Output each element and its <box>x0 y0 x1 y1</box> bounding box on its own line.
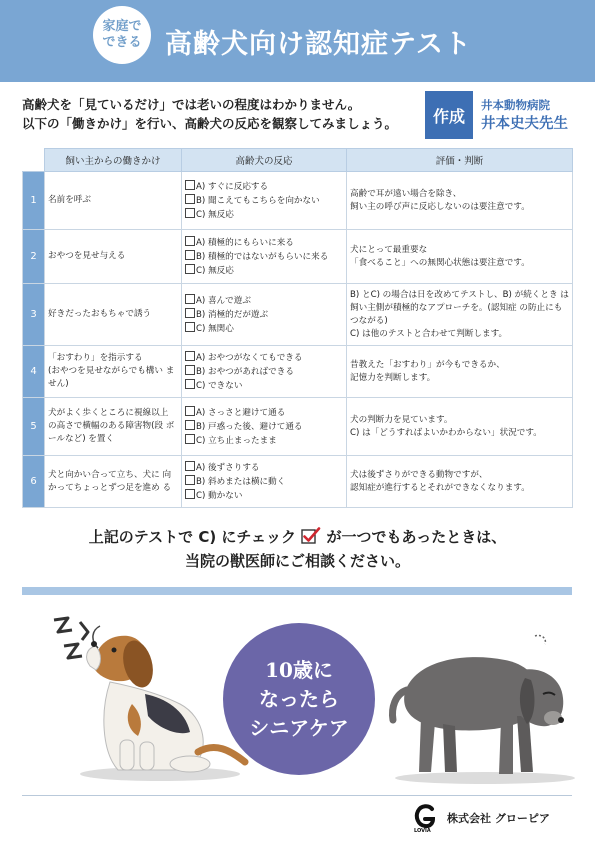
author-name: 井本史夫先生 <box>481 116 568 132</box>
action-cell: 犬と向かい合って立ち、犬に 向かってちょっとずつ足を進め る <box>45 456 182 508</box>
reaction-checkbox-option[interactable]: A) 喜んで遊ぶ <box>185 294 343 308</box>
reaction-cell <box>182 284 347 346</box>
table-header-row <box>23 149 573 172</box>
table-row <box>23 230 573 284</box>
evaluation-cell: 高齢で耳が遠い場合を除き、 飼い主の呼び声に反応しないのは要注意です。 <box>347 172 573 230</box>
evaluation-cell: 犬にとって最重要な 「食べること」への無関心状態は要注意です。 <box>347 230 573 284</box>
reaction-checkbox-option[interactable]: B) 斜めまたは横に動く <box>185 475 343 489</box>
footer-divider <box>22 795 572 796</box>
intro-line-1: 高齢犬を「見ているだけ」では老いの程度はわかりません。 <box>22 97 361 112</box>
notice-line-2: 当院の獣医師にご相談ください。 <box>184 552 410 570</box>
author-badge: 作成 <box>425 91 473 139</box>
action-cell: 名前を呼ぶ <box>45 172 182 230</box>
table-header-reaction: 高齢犬の反応 <box>182 149 347 172</box>
reaction-cell <box>182 172 347 230</box>
barking-beagle-illustration <box>40 612 250 784</box>
evaluation-cell: 犬は後ずさりができる動物ですが、 認知症が進行するとそれができなくなります。 <box>347 456 573 508</box>
row-number: 6 <box>23 456 45 508</box>
evaluation-cell: 昔教えた「おすわり」が今もできるか、 記憶力を判断します。 <box>347 346 573 398</box>
table-row <box>23 284 573 346</box>
home-badge-line2: できる <box>102 35 142 50</box>
table-row <box>23 346 573 398</box>
reaction-checkbox-option[interactable]: C) 無反応 <box>185 208 343 222</box>
reaction-checkbox-option[interactable]: B) 戸惑った後、避けて通る <box>185 420 343 434</box>
action-cell: 犬がよく歩くところに視線以上 の高さで横幅のある障害物(段 ボールなど) を置く <box>45 398 182 456</box>
intro-text <box>22 95 397 133</box>
home-badge-line1: 家庭で <box>102 19 142 34</box>
notice-text-post: が一つでもあったときは、 <box>326 528 507 546</box>
senior-care-line-3: シニアケア <box>249 715 349 740</box>
reaction-checkbox-option[interactable]: B) おやつがあればできる <box>185 365 343 379</box>
author-hospital: 井本動物病院 <box>481 98 550 112</box>
action-cell: 好きだったおもちゃで誘う <box>45 284 182 346</box>
senior-dog-illustration <box>385 632 575 784</box>
reaction-cell <box>182 346 347 398</box>
table-body <box>23 172 573 508</box>
reaction-checkbox-option[interactable]: C) 立ち止まったまま <box>185 434 343 448</box>
row-number: 2 <box>23 230 45 284</box>
reaction-checkbox-option[interactable]: A) 積極的にもらいに来る <box>185 236 343 250</box>
intro-line-2: 以下の「働きかけ」を行い、高齢犬の反応を観察してみましょう。 <box>22 116 398 131</box>
table-header-blank <box>23 149 45 172</box>
reaction-checkbox-option[interactable]: B) 積極的ではないがもらいに来る <box>185 250 343 264</box>
header-banner <box>0 0 595 82</box>
notice-line-1 <box>0 525 595 549</box>
reaction-checkbox-option[interactable]: C) 無反応 <box>185 264 343 278</box>
notice-text-pre: 上記のテストで C) にチェック <box>88 528 296 546</box>
table-row <box>23 398 573 456</box>
reaction-checkbox-option[interactable]: C) 動かない <box>185 489 343 503</box>
evaluation-cell: 犬の判断力を見ています。 C) は「どうすればよいかわからない」状況です。 <box>347 398 573 456</box>
reaction-checkbox-option[interactable]: C) できない <box>185 379 343 393</box>
row-number: 5 <box>23 398 45 456</box>
reaction-checkbox-option[interactable]: A) すぐに反応する <box>185 180 343 194</box>
evaluation-cell: B) とC) の場合は日を改めてテストし、B) が続くとき は飼い主側が積極的なアプローチを。(認知症 の防止にもつながる) C) は他のテストと合わせて判断します。 <box>347 284 573 346</box>
row-number: 3 <box>23 284 45 346</box>
action-cell: 「おすわり」を指示する (おやつを見せながらでも構い ません) <box>45 346 182 398</box>
reaction-cell <box>182 456 347 508</box>
section-divider <box>22 587 572 595</box>
reaction-checkbox-option[interactable]: A) さっさと避けて通る <box>185 406 343 420</box>
home-badge <box>93 6 151 64</box>
reaction-checkbox-option[interactable]: A) おやつがなくてもできる <box>185 351 343 365</box>
table-header-action: 飼い主からの働きかけ <box>45 149 182 172</box>
reaction-checkbox-option[interactable]: C) 無関心 <box>185 322 343 336</box>
row-number: 1 <box>23 172 45 230</box>
reaction-checkbox-option[interactable]: B) 聞こえてもこちらを向かない <box>185 194 343 208</box>
reaction-checkbox-option[interactable]: B) 消極的だが遊ぶ <box>185 308 343 322</box>
senior-care-circle <box>223 623 375 775</box>
test-table <box>22 148 573 508</box>
reaction-cell <box>182 230 347 284</box>
reaction-cell <box>182 398 347 456</box>
table-header-evaluation: 評価・判断 <box>347 149 573 172</box>
company-name: 株式会社 グローピア <box>447 812 550 825</box>
senior-care-line-1: 10歳に <box>265 657 333 682</box>
lovia-logo-icon <box>412 801 438 833</box>
page-title: 高齢犬向け認知症テスト <box>165 29 472 60</box>
logo-wordmark: LOVIA <box>414 828 431 833</box>
senior-care-line-2: なったら <box>259 686 339 711</box>
row-number: 4 <box>23 346 45 398</box>
table-row <box>23 172 573 230</box>
checkbox-check-icon <box>301 527 321 545</box>
table-row <box>23 456 573 508</box>
action-cell: おやつを見せ与える <box>45 230 182 284</box>
reaction-checkbox-option[interactable]: A) 後ずさりする <box>185 461 343 475</box>
